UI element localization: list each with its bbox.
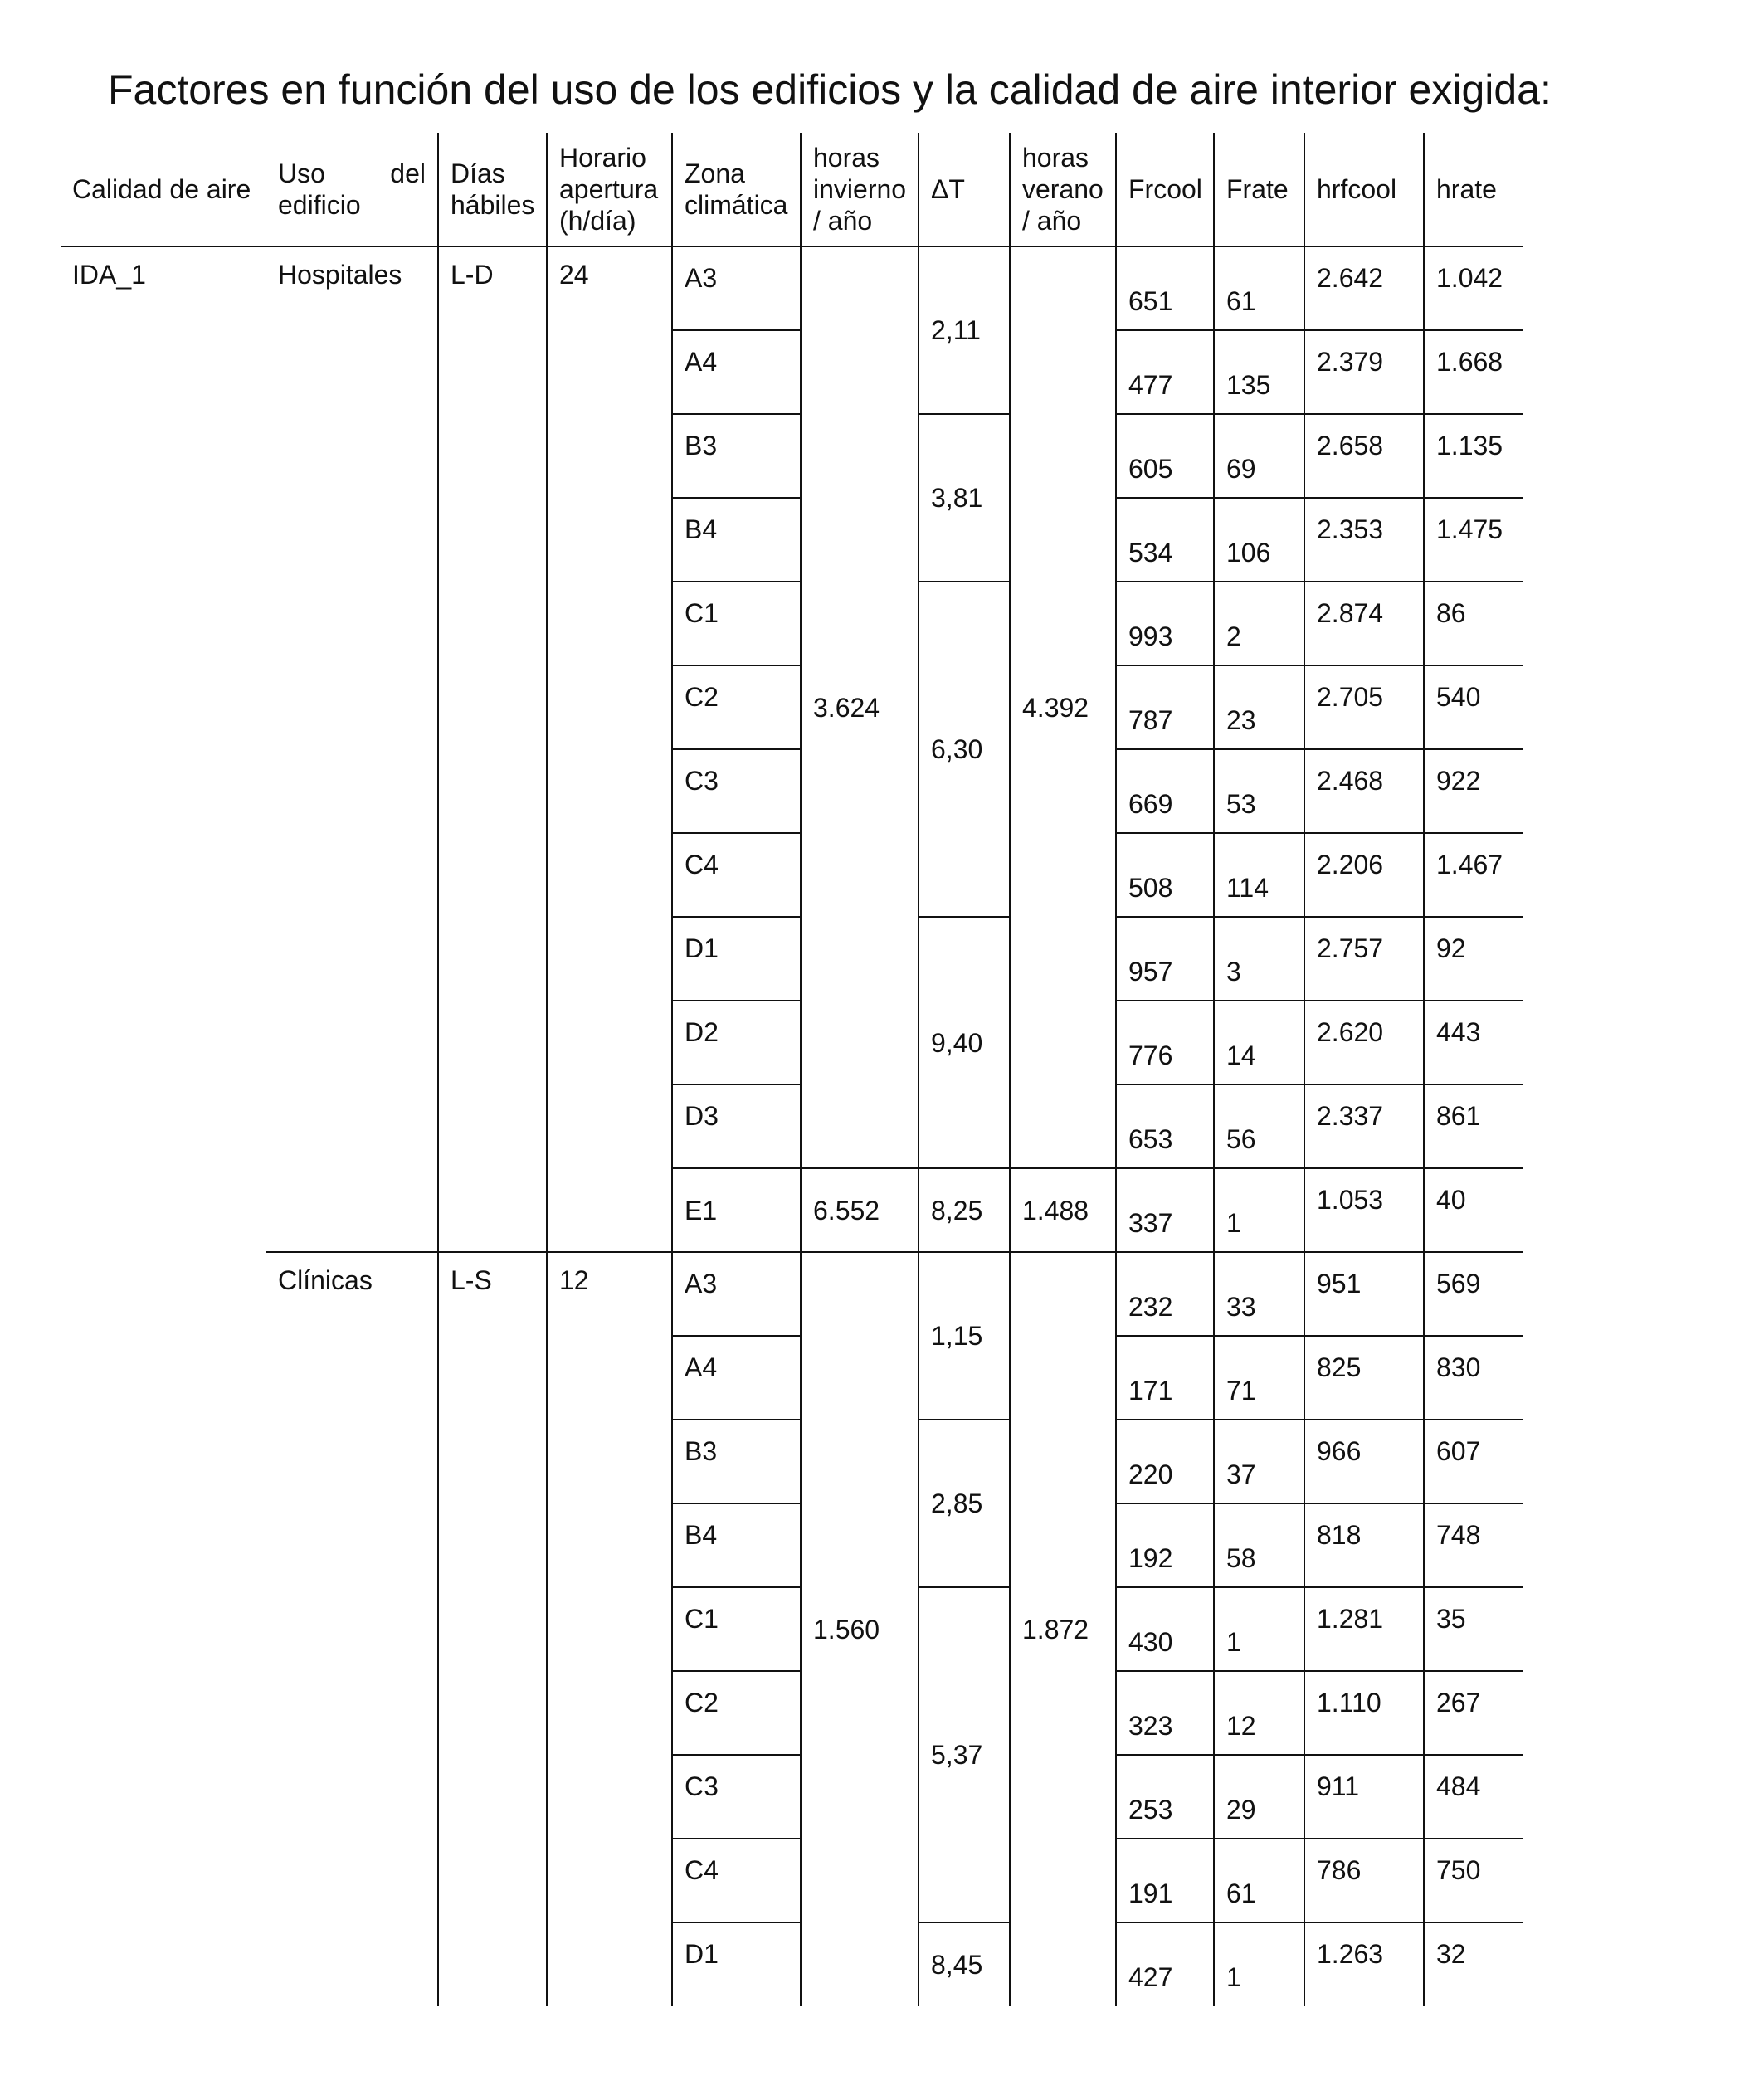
frate-cell: 1 <box>1214 1587 1304 1671</box>
hrfcool-cell: 2.658 <box>1304 414 1424 498</box>
zona-cell: B3 <box>672 1420 801 1503</box>
hrate-cell: 922 <box>1424 749 1523 833</box>
zona-cell: C1 <box>672 1587 801 1671</box>
hrfcool-cell: 966 <box>1304 1420 1424 1503</box>
horario-cell: 12 <box>547 1252 672 2006</box>
zona-cell: C3 <box>672 1755 801 1839</box>
verano-cell: 1.872 <box>1010 1252 1116 2006</box>
zona-cell: A4 <box>672 1336 801 1420</box>
table-row <box>61 246 1523 330</box>
frcool-cell: 232 <box>1116 1252 1214 1336</box>
dt-cell: 1,15 <box>919 1252 1010 1420</box>
dias-cell: L-D <box>438 246 547 1252</box>
header-calidad: Calidad de aire <box>61 133 266 246</box>
frcool-cell: 651 <box>1116 246 1214 330</box>
hrfcool-cell: 2.468 <box>1304 749 1424 833</box>
header-uso: Uso del edificio <box>266 133 438 246</box>
zona-cell: B4 <box>672 1503 801 1587</box>
hrate-cell: 1.467 <box>1424 833 1523 917</box>
hrfcool-cell: 2.874 <box>1304 582 1424 665</box>
frate-cell: 61 <box>1214 246 1304 330</box>
hrate-cell: 443 <box>1424 1001 1523 1084</box>
page-title: Factores en función del uso de los edificios y la calidad de aire interior exigida: <box>108 66 1552 113</box>
hrate-cell: 1.668 <box>1424 330 1523 414</box>
uso-cell: Hospitales <box>266 246 438 1252</box>
hrfcool-cell: 911 <box>1304 1755 1424 1839</box>
frcool-cell: 957 <box>1116 917 1214 1001</box>
zona-cell: C1 <box>672 582 801 665</box>
hrfcool-cell: 1.281 <box>1304 1587 1424 1671</box>
zona-cell: A4 <box>672 330 801 414</box>
zona-cell: C3 <box>672 749 801 833</box>
hrfcool-cell: 1.110 <box>1304 1671 1424 1755</box>
hrate-cell: 92 <box>1424 917 1523 1001</box>
frcool-cell: 669 <box>1116 749 1214 833</box>
hrate-cell: 1.135 <box>1424 414 1523 498</box>
dt-cell: 8,25 <box>919 1168 1010 1252</box>
header-invierno: horas invierno / año <box>801 133 919 246</box>
zona-cell: D1 <box>672 1922 801 2006</box>
calidad-cell: IDA_1 <box>72 260 146 290</box>
frate-cell: 2 <box>1214 582 1304 665</box>
frcool-cell: 191 <box>1116 1839 1214 1922</box>
frcool-cell: 171 <box>1116 1336 1214 1420</box>
hrate-cell: 40 <box>1424 1168 1523 1252</box>
table-row <box>61 1252 1523 1336</box>
frcool-cell: 787 <box>1116 665 1214 749</box>
dt-cell: 8,45 <box>919 1922 1010 2006</box>
zona-cell: E1 <box>672 1168 801 1252</box>
header-dias: Días hábiles <box>438 133 547 246</box>
uso-cell: Clínicas <box>266 1252 438 2006</box>
frcool-cell: 220 <box>1116 1420 1214 1503</box>
frate-cell: 1 <box>1214 1922 1304 2006</box>
zona-cell: B3 <box>672 414 801 498</box>
verano-cell: 4.392 <box>1010 246 1116 1168</box>
dias-cell: L-S <box>438 1252 547 2006</box>
frcool-cell: 477 <box>1116 330 1214 414</box>
hrfcool-cell: 825 <box>1304 1336 1424 1420</box>
frate-cell: 14 <box>1214 1001 1304 1084</box>
frate-cell: 61 <box>1214 1839 1304 1922</box>
frate-cell: 106 <box>1214 498 1304 582</box>
header-frate: Frate <box>1214 133 1304 246</box>
invierno-cell: 6.552 <box>801 1168 919 1252</box>
factors-table <box>61 133 1523 2006</box>
dt-cell: 9,40 <box>919 917 1010 1168</box>
frcool-cell: 508 <box>1116 833 1214 917</box>
frcool-cell: 192 <box>1116 1503 1214 1587</box>
hrate-cell: 750 <box>1424 1839 1523 1922</box>
hrfcool-cell: 2.337 <box>1304 1084 1424 1168</box>
zona-cell: B4 <box>672 498 801 582</box>
hrate-cell: 748 <box>1424 1503 1523 1587</box>
hrfcool-cell: 1.053 <box>1304 1168 1424 1252</box>
invierno-cell: 3.624 <box>801 246 919 1168</box>
hrfcool-cell: 2.642 <box>1304 246 1424 330</box>
hrfcool-cell: 1.263 <box>1304 1922 1424 2006</box>
hrfcool-cell: 818 <box>1304 1503 1424 1587</box>
frate-cell: 12 <box>1214 1671 1304 1755</box>
header-zona: Zona climática <box>672 133 801 246</box>
hrfcool-cell: 2.379 <box>1304 330 1424 414</box>
frate-cell: 33 <box>1214 1252 1304 1336</box>
header-frcool: Frcool <box>1116 133 1214 246</box>
frcool-cell: 605 <box>1116 414 1214 498</box>
frate-cell: 56 <box>1214 1084 1304 1168</box>
zona-cell: A3 <box>672 246 801 330</box>
frcool-cell: 253 <box>1116 1755 1214 1839</box>
hrfcool-cell: 2.757 <box>1304 917 1424 1001</box>
hrfcool-cell: 786 <box>1304 1839 1424 1922</box>
frcool-cell: 430 <box>1116 1587 1214 1671</box>
hrate-cell: 861 <box>1424 1084 1523 1168</box>
header-horario: Horario apertura (h/día) <box>547 133 672 246</box>
frate-cell: 1 <box>1214 1168 1304 1252</box>
zona-cell: C2 <box>672 1671 801 1755</box>
hrate-cell: 267 <box>1424 1671 1523 1755</box>
hrate-cell: 540 <box>1424 665 1523 749</box>
frate-cell: 3 <box>1214 917 1304 1001</box>
horario-cell: 24 <box>547 246 672 1252</box>
dt-cell: 6,30 <box>919 582 1010 917</box>
frate-cell: 29 <box>1214 1755 1304 1839</box>
zona-cell: D3 <box>672 1084 801 1168</box>
hrfcool-cell: 951 <box>1304 1252 1424 1336</box>
hrate-cell: 86 <box>1424 582 1523 665</box>
header-row <box>61 133 1523 246</box>
frcool-cell: 323 <box>1116 1671 1214 1755</box>
frcool-cell: 653 <box>1116 1084 1214 1168</box>
frate-cell: 135 <box>1214 330 1304 414</box>
hrate-cell: 569 <box>1424 1252 1523 1336</box>
header-hrate: hrate <box>1424 133 1523 246</box>
frcool-cell: 427 <box>1116 1922 1214 2006</box>
frate-cell: 69 <box>1214 414 1304 498</box>
hrate-cell: 32 <box>1436 1939 1466 1969</box>
dt-cell: 5,37 <box>919 1587 1010 1922</box>
frate-cell: 23 <box>1214 665 1304 749</box>
header-hrfcool: hrfcool <box>1304 133 1424 246</box>
header-delta-t: ΔT <box>919 133 1010 246</box>
hrate-cell: 1.042 <box>1424 246 1523 330</box>
zona-cell: A3 <box>672 1252 801 1336</box>
hrate-cell: 607 <box>1424 1420 1523 1503</box>
invierno-cell: 1.560 <box>801 1252 919 2006</box>
hrate-cell: 484 <box>1424 1755 1523 1839</box>
zona-cell: C4 <box>672 1839 801 1922</box>
frcool-cell: 534 <box>1116 498 1214 582</box>
zona-cell: D1 <box>672 917 801 1001</box>
hrfcool-cell: 2.705 <box>1304 665 1424 749</box>
frate-cell: 53 <box>1214 749 1304 833</box>
frate-cell: 114 <box>1214 833 1304 917</box>
dt-cell: 3,81 <box>919 414 1010 582</box>
frcool-cell: 993 <box>1116 582 1214 665</box>
hrfcool-cell: 2.206 <box>1304 833 1424 917</box>
frcool-cell: 776 <box>1116 1001 1214 1084</box>
hrfcool-cell: 2.620 <box>1304 1001 1424 1084</box>
zona-cell: D2 <box>672 1001 801 1084</box>
hrate-cell: 830 <box>1424 1336 1523 1420</box>
header-verano: horas verano / año <box>1010 133 1116 246</box>
dt-cell: 2,85 <box>919 1420 1010 1587</box>
frate-cell: 37 <box>1214 1420 1304 1503</box>
dt-cell: 2,11 <box>919 246 1010 414</box>
frate-cell: 71 <box>1214 1336 1304 1420</box>
hrate-cell: 35 <box>1424 1587 1523 1671</box>
frate-cell: 58 <box>1214 1503 1304 1587</box>
hrate-cell: 1.475 <box>1424 498 1523 582</box>
zona-cell: C2 <box>672 665 801 749</box>
hrfcool-cell: 2.353 <box>1304 498 1424 582</box>
frcool-cell: 337 <box>1116 1168 1214 1252</box>
verano-cell: 1.488 <box>1010 1168 1116 1252</box>
zona-cell: C4 <box>672 833 801 917</box>
